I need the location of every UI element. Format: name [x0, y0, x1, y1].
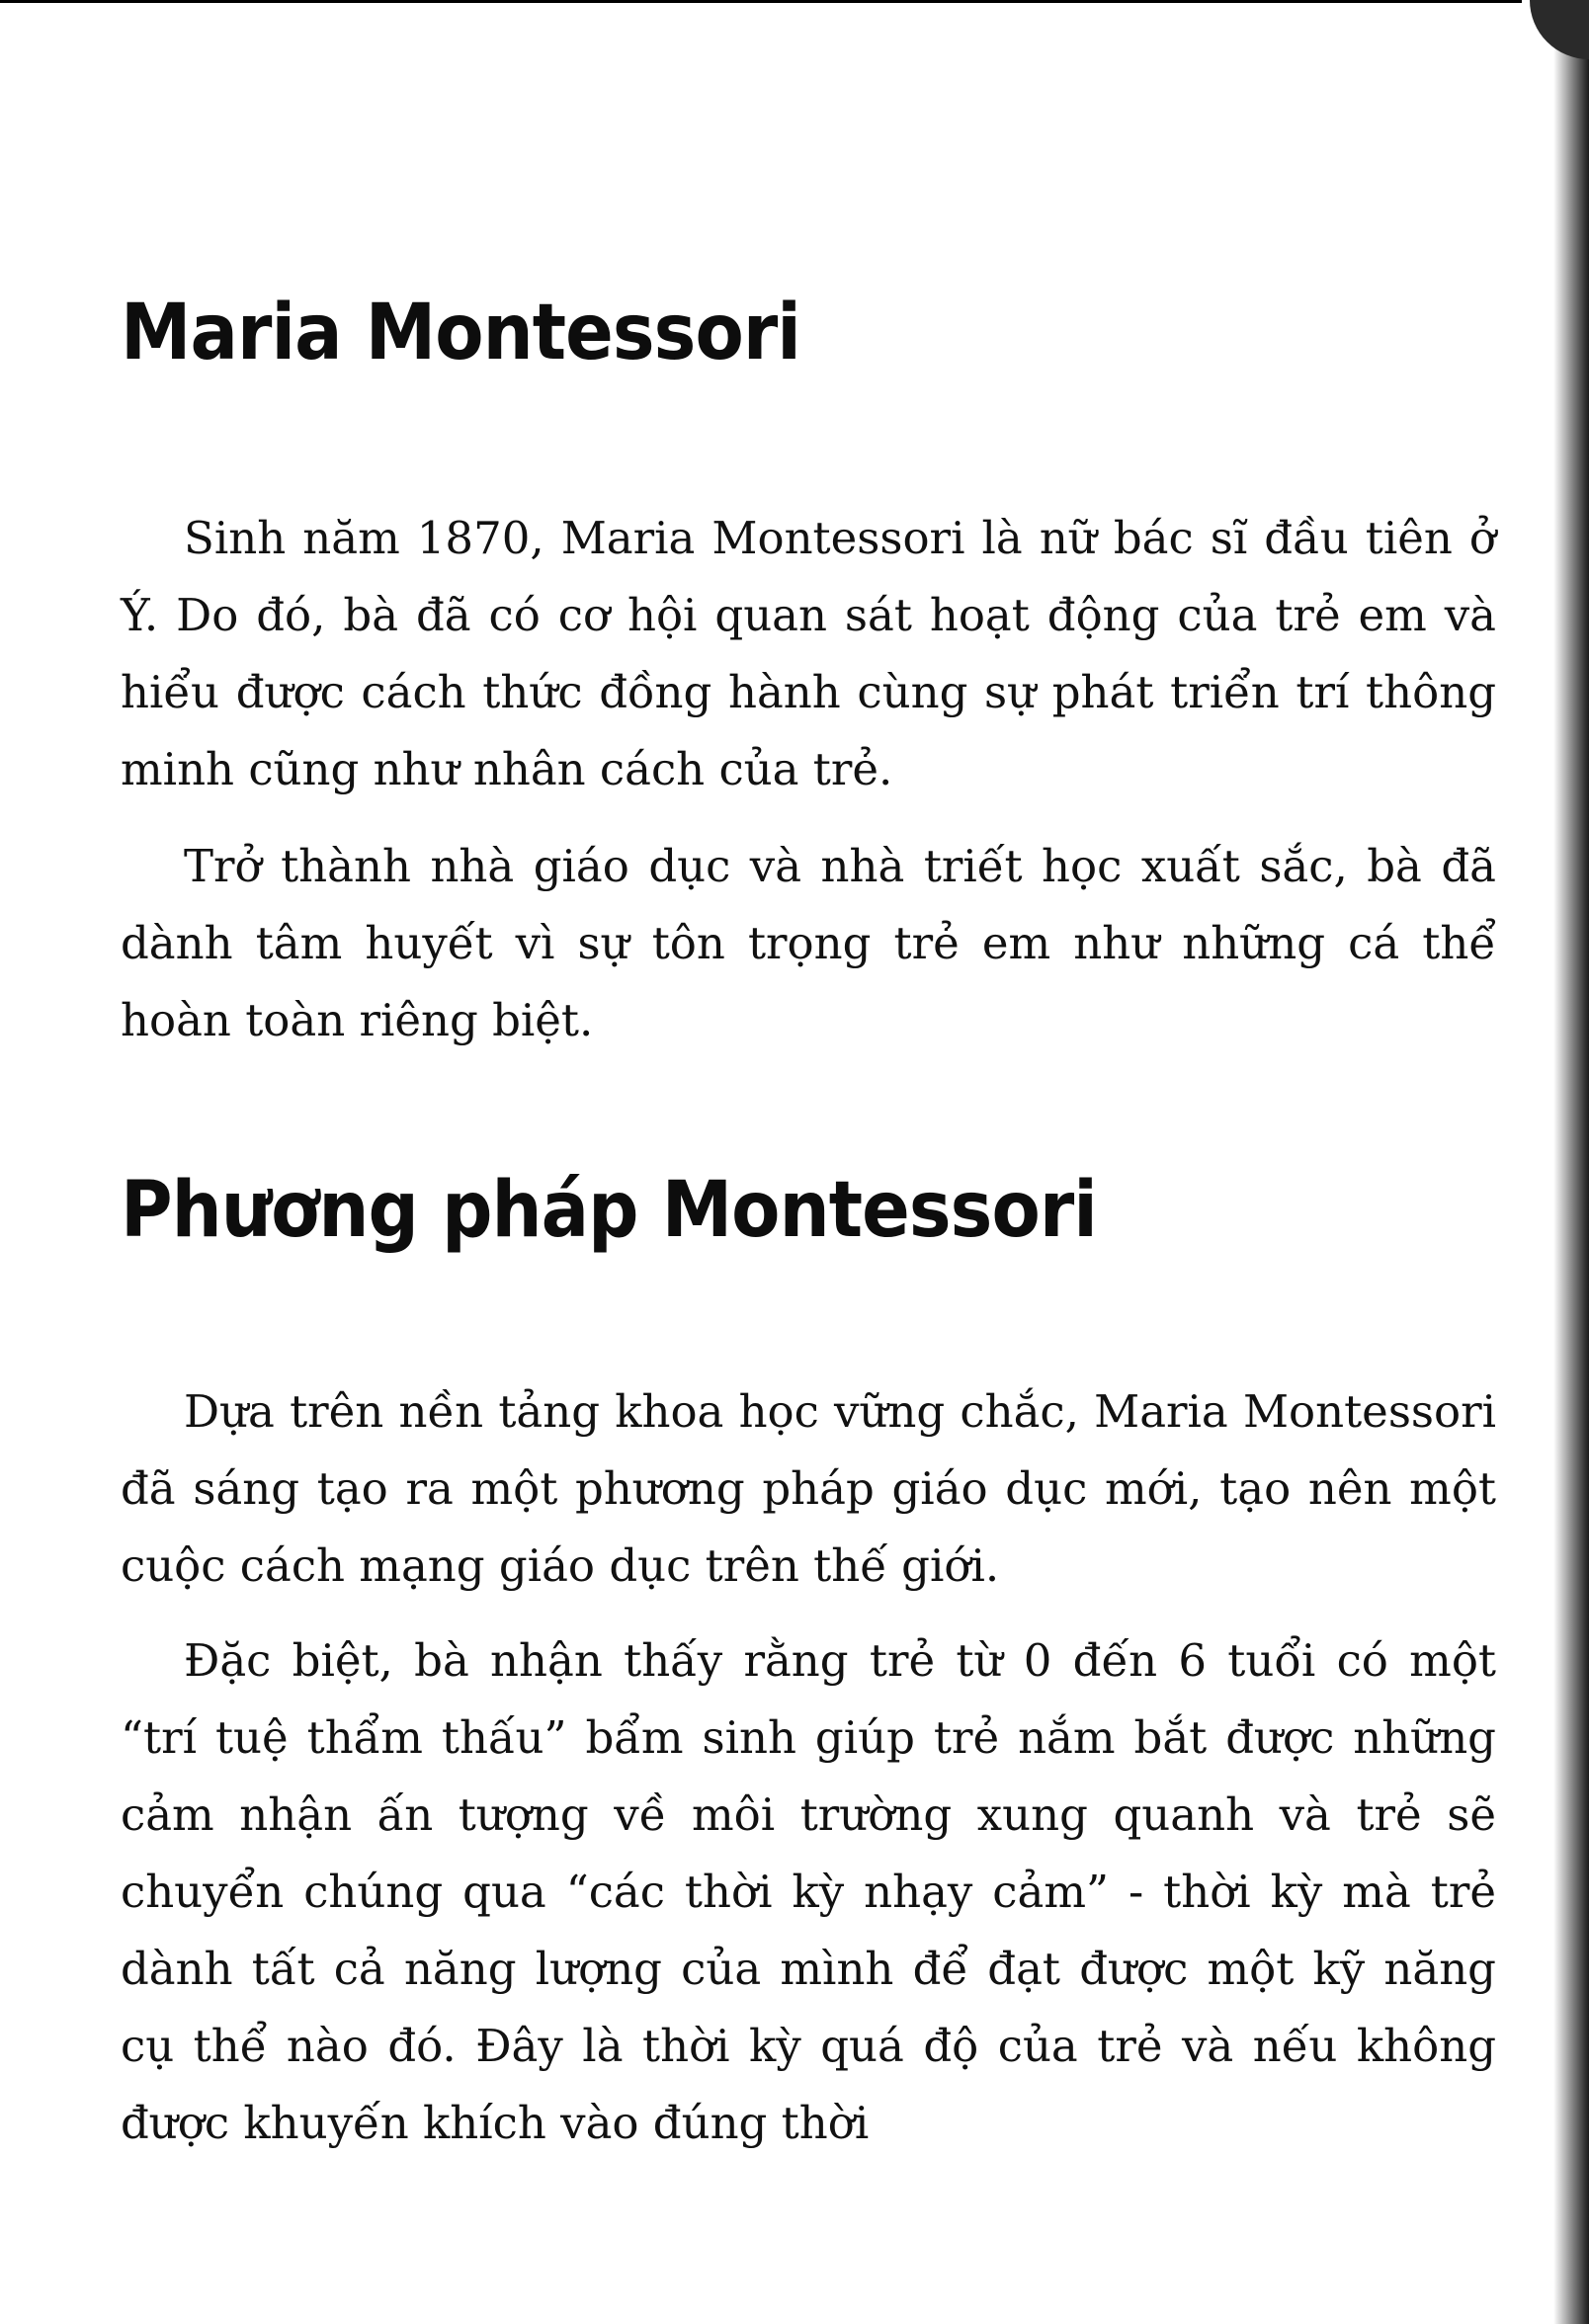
page-top-edge — [0, 0, 1522, 3]
paragraph-biography: Sinh năm 1870, Maria Montessori là nữ bác sĩ đầu tiên ở Ý. Do đó, bà đã có cơ hội quan sát hoạt động của trẻ em và hiểu được cách thức đồng hành cùng sự phát triển trí thông minh cũng như nhân cách của trẻ. — [121, 512, 1496, 795]
paragraph-absorbent-mind: Đặc biệt, bà nhận thấy rằng trẻ từ 0 đến 6 tuổi có một “trí tuệ thẩm thấu” bẩm sinh giúp trẻ nắm bắt được những cảm nhận ấn tượng về môi trường xung quanh và trẻ sẽ chuyển chúng qua “các thời kỳ nhạy cảm” - thời kỳ mà trẻ dành tất cả năng lượng của mình để đạt được một kỹ năng cụ thể nào đó. Đây là thời kỳ quá độ của trẻ và nếu không được khuyến khích vào đúng thời — [121, 1634, 1496, 2149]
section-heading-montessori-method: Phương pháp Montessori — [121, 1166, 1097, 1255]
paragraph-method-intro: Dựa trên nền tảng khoa học vững chắc, Maria Montessori đã sáng tạo ra một phương pháp giáo dục mới, tạo nên một cuộc cách mạng giáo dục trên thế giới. — [121, 1385, 1496, 1592]
section-heading-maria-montessori: Maria Montessori — [121, 289, 801, 377]
page-edge-shadow — [1530, 0, 1589, 2324]
paragraph-educator: Trở thành nhà giáo dục và nhà triết học xuất sắc, bà đã dành tâm huyết vì sự tôn trọng trẻ em như những cá thể hoàn toàn riêng biệt. — [121, 840, 1496, 1046]
